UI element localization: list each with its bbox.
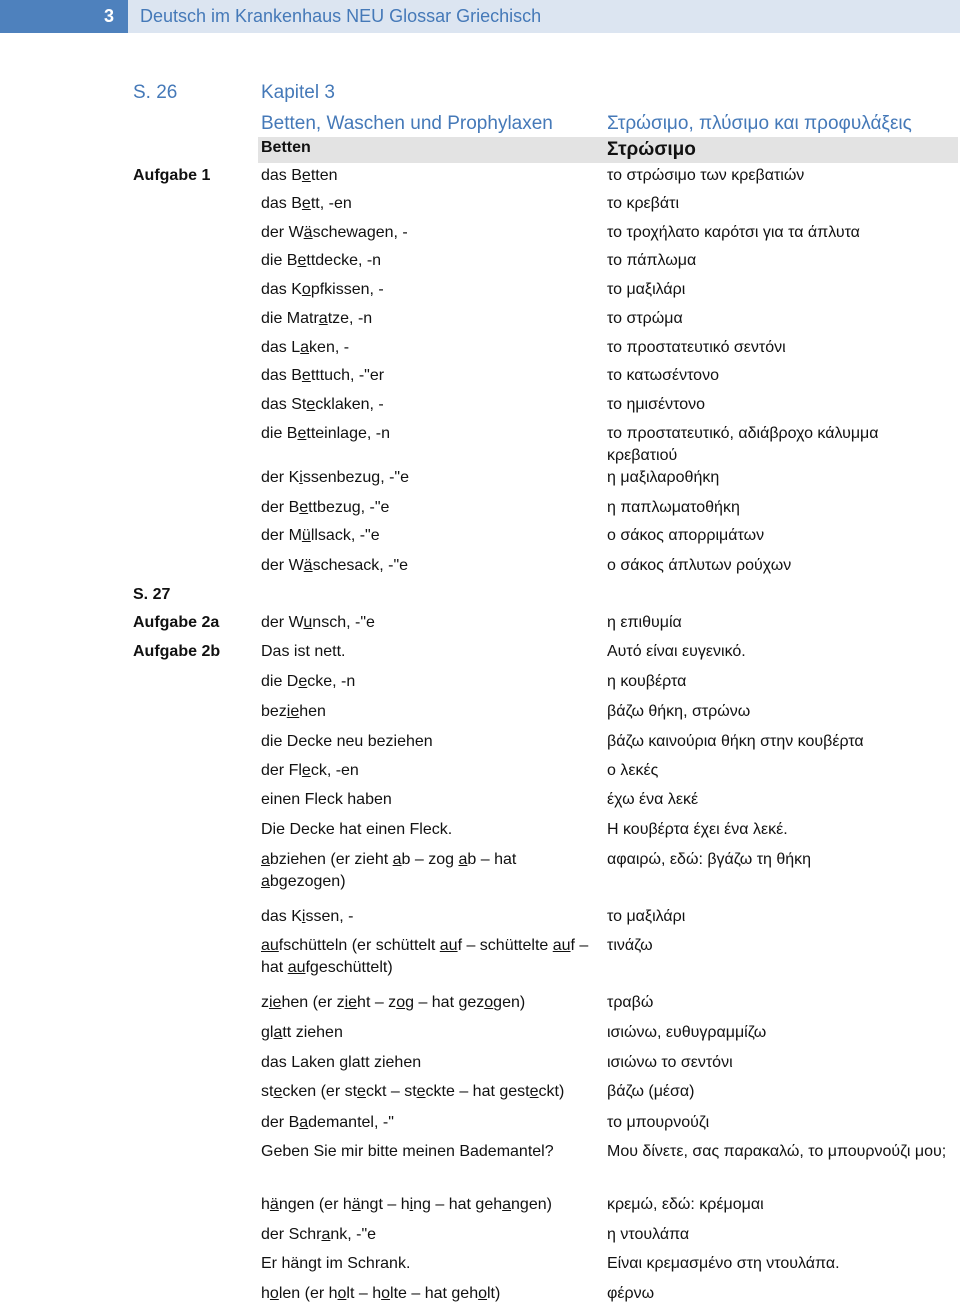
german-term: das Kissen, - [261,908,354,925]
german-term: holen (er holt – holte – hat geholt) [261,1285,501,1302]
german-term: das Bett, -en [261,195,352,212]
exercise-label: Aufgabe 2a [133,614,220,631]
german-term: das Stecklaken, - [261,396,384,413]
greek-translation: ισιώνω, ευθυγραμμίζω [607,1024,767,1041]
german-term: hängen (er hängt – hing – hat gehangen) [261,1196,552,1213]
greek-translation: τινάζω [607,937,653,954]
greek-translation: το προστατευτικό σεντόνι [607,339,786,356]
greek-translation: βάζω (μέσα) [607,1083,695,1100]
page-header [0,0,960,33]
greek-translation: Μου δίνετε, σας παρακαλώ, το μπουρνούζι μου; [607,1143,947,1160]
exercise-label: Aufgabe 2b [133,643,221,660]
german-term: das Betten [261,167,338,184]
subsection-title-de: Betten [261,139,311,156]
german-term: das Laken glatt ziehen [261,1054,422,1071]
greek-translation: το τροχήλατο καρότσι για τα άπλυτα [607,224,860,241]
german-term: Das ist nett. [261,643,346,660]
german-term: aufschütteln (er schüttelt auf – schüttelte auf – hat aufgeschüttelt) [261,937,589,976]
greek-translation: φέρνω [607,1285,655,1302]
greek-translation: το κρεβάτι [607,195,679,212]
document-title: Deutsch im Krankenhaus NEU Glossar Griechisch [128,0,960,33]
german-term: der Schrank, -"e [261,1226,377,1243]
greek-translation: το πάπλωμα [607,252,697,269]
greek-translation: βάζω θήκη, στρώνω [607,703,751,720]
german-term: der Fleck, -en [261,762,359,779]
chapter-label: Kapitel 3 [261,82,335,103]
german-term: der Wäschesack, -"e [261,557,409,574]
german-term: die Decke, -n [261,673,356,690]
page-label: S. 26 [133,82,178,103]
german-term: die Decke neu beziehen [261,733,433,750]
greek-translation: αφαιρώ, εδώ: βγάζω τη θήκη [607,851,812,868]
greek-translation: το κατωσέντονο [607,367,719,384]
greek-translation: Είναι κρεμασμένο στη ντουλάπα. [607,1255,840,1272]
german-term: die Bettdecke, -n [261,252,382,269]
section-title-gr: Στρώσιμο, πλύσιμο και προφυλάξεις [607,113,912,134]
german-term: Die Decke hat einen Fleck. [261,821,453,838]
greek-translation: το μαξιλάρι [607,908,686,925]
german-term: der Bademantel, -" [261,1114,394,1131]
greek-translation: ο σάκος απορριμάτων [607,527,765,544]
greek-translation: η ντουλάπα [607,1226,690,1243]
german-term: glatt ziehen [261,1024,343,1041]
greek-translation: η κουβέρτα [607,673,687,690]
greek-translation: το μαξιλάρι [607,281,686,298]
german-term: der Wäschewagen, - [261,224,408,241]
german-term: das Betttuch, -"er [261,367,385,384]
german-term: das Kopfkissen, - [261,281,384,298]
greek-translation: ο λεκές [607,762,659,779]
greek-translation: τραβώ [607,994,654,1011]
german-term: abziehen (er zieht ab – zog ab – hat abgezogen) [261,851,517,890]
german-term: der Bettbezug, -"e [261,499,390,516]
greek-translation: η παπλωματοθήκη [607,499,740,516]
german-term: die Matratze, -n [261,310,373,327]
german-term: die Betteinlage, -n [261,425,390,442]
greek-translation: κρεμώ, εδώ: κρέμομαι [607,1196,764,1213]
greek-translation: Αυτό είναι ευγενικό. [607,643,746,660]
exercise-label: Aufgabe 1 [133,167,211,184]
german-term: der Kissenbezug, -"e [261,469,409,486]
greek-translation: η επιθυμία [607,614,682,631]
greek-translation: ο σάκος άπλυτων ρούχων [607,557,792,574]
greek-translation: βάζω καινούρια θήκη στην κουβέρτα [607,733,864,750]
german-term: Er hängt im Schrank. [261,1255,411,1272]
page-label-2: S. 27 [133,586,171,603]
subsection-title-gr: Στρώσιμο [607,139,696,160]
section-title-de: Betten, Waschen und Prophylaxen [261,113,553,134]
greek-translation: το μπουρνούζι [607,1114,710,1131]
german-term: der Wunsch, -"e [261,614,375,631]
greek-translation: το στρώσιμο των κρεβατιών [607,167,805,184]
german-term: ziehen (er zieht – zog – hat gezogen) [261,994,526,1011]
german-term: beziehen [261,703,326,720]
german-term: der Müllsack, -"e [261,527,380,544]
german-term: stecken (er steckt – steckte – hat gesteckt) [261,1083,565,1100]
german-term: Geben Sie mir bitte meinen Bademantel? [261,1143,554,1160]
greek-translation: Η κουβέρτα έχει ένα λεκέ. [607,821,788,838]
german-term: einen Fleck haben [261,791,392,808]
greek-translation: η μαξιλαροθήκη [607,469,720,486]
greek-translation: το στρώμα [607,310,683,327]
greek-translation: το προστατευτικό, αδιάβροχο κάλυμμα κρεβατιού [607,425,879,464]
greek-translation: το ημισέντονο [607,396,706,413]
greek-translation: έχω ένα λεκέ [607,791,699,808]
german-term: das Laken, - [261,339,350,356]
chapter-number-box: 3 [0,0,128,33]
greek-translation: ισιώνω το σεντόνι [607,1054,733,1071]
